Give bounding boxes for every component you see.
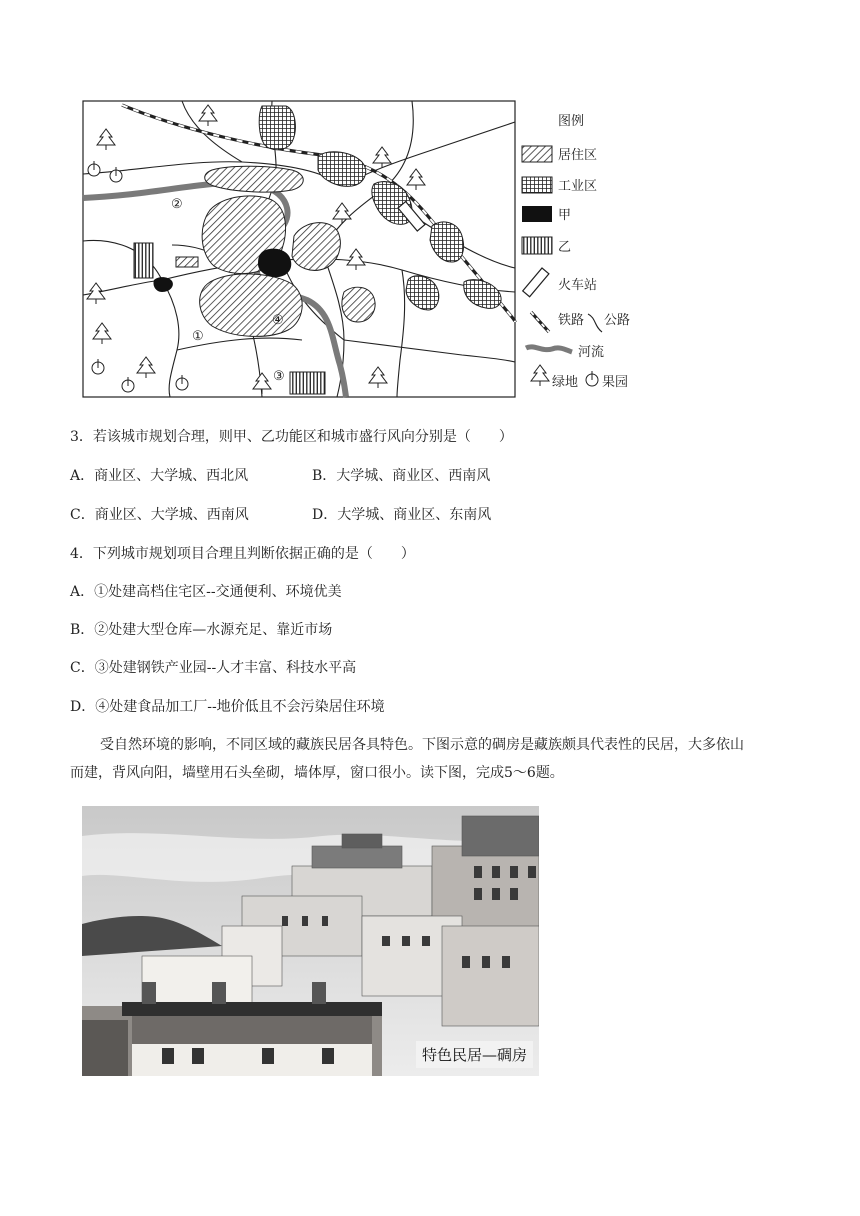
marker-1: ①	[192, 329, 204, 344]
legend-train-station-label: 火车站	[558, 278, 598, 293]
legend-yi-label: 乙	[558, 240, 572, 255]
question-3-stem: 3．若该城市规划合理，则甲、乙功能区和城市盛行风向分别是（ ）	[70, 429, 513, 445]
question-3-option-d: D．大学城、商业区、东南风	[312, 507, 492, 523]
question-3-option-b: B．大学城、商业区、西南风	[312, 468, 491, 484]
legend-orchard-label: 果园	[602, 375, 629, 390]
question-4-option-a: A．①处建高档住宅区--交通便利、环境优美	[70, 584, 342, 600]
question-4-option-c: C．③处建钢铁产业园--人才丰富、科技水平高	[70, 660, 357, 676]
legend-railway-label: 铁路	[558, 313, 585, 328]
legend-title: 图例	[558, 114, 585, 129]
legend-green-label: 绿地	[552, 375, 579, 390]
legend-river-label: 河流	[578, 345, 605, 360]
legend-train-station-swatch	[523, 268, 549, 297]
legend-industrial-swatch	[522, 177, 552, 193]
legend-industrial-label: 工业区	[558, 179, 598, 194]
legend-tree-icon	[531, 365, 549, 386]
legend-orchard-icon	[586, 371, 598, 386]
question-4-option-d: D．④处建食品加工厂--地价低且不会污染居住环境	[70, 699, 385, 715]
diaofang-photo	[82, 806, 539, 1076]
legend-jia-swatch	[522, 206, 552, 222]
photo-caption: 特色民居—碉房	[416, 1041, 533, 1068]
legend-river-swatch	[526, 347, 572, 352]
question-4-stem: 4．下列城市规划项目合理且判断依据正确的是（ ）	[70, 546, 415, 562]
legend-residential-label: 居住区	[558, 148, 598, 163]
legend-road-label: 公路	[604, 313, 631, 328]
legend-road-swatch	[588, 314, 602, 332]
passage-line-2: 而建，背风向阳，墙壁用石头垒砌，墙体厚，窗口很小。读下图，完成5～6题。	[70, 765, 564, 781]
marker-4: ④	[272, 313, 284, 328]
city-planning-map	[82, 100, 648, 400]
question-4-option-b: B．②处建大型仓库—水源充足、靠近市场	[70, 622, 333, 638]
marker-3: ③	[273, 369, 285, 384]
question-3-option-a: A．商业区、大学城、西北风	[70, 468, 249, 484]
legend-yi-swatch	[522, 237, 552, 254]
legend-residential-swatch	[522, 146, 552, 162]
question-3-option-c: C．商业区、大学城、西南风	[70, 507, 249, 523]
legend-jia-label: 甲	[558, 208, 572, 223]
marker-2: ②	[171, 197, 183, 212]
map-legend	[522, 114, 630, 390]
passage-line-1: 受自然环境的影响，不同区域的藏族民居各具特色。下图示意的碉房是藏族颇具代表性的民居，大多依山	[100, 737, 744, 753]
